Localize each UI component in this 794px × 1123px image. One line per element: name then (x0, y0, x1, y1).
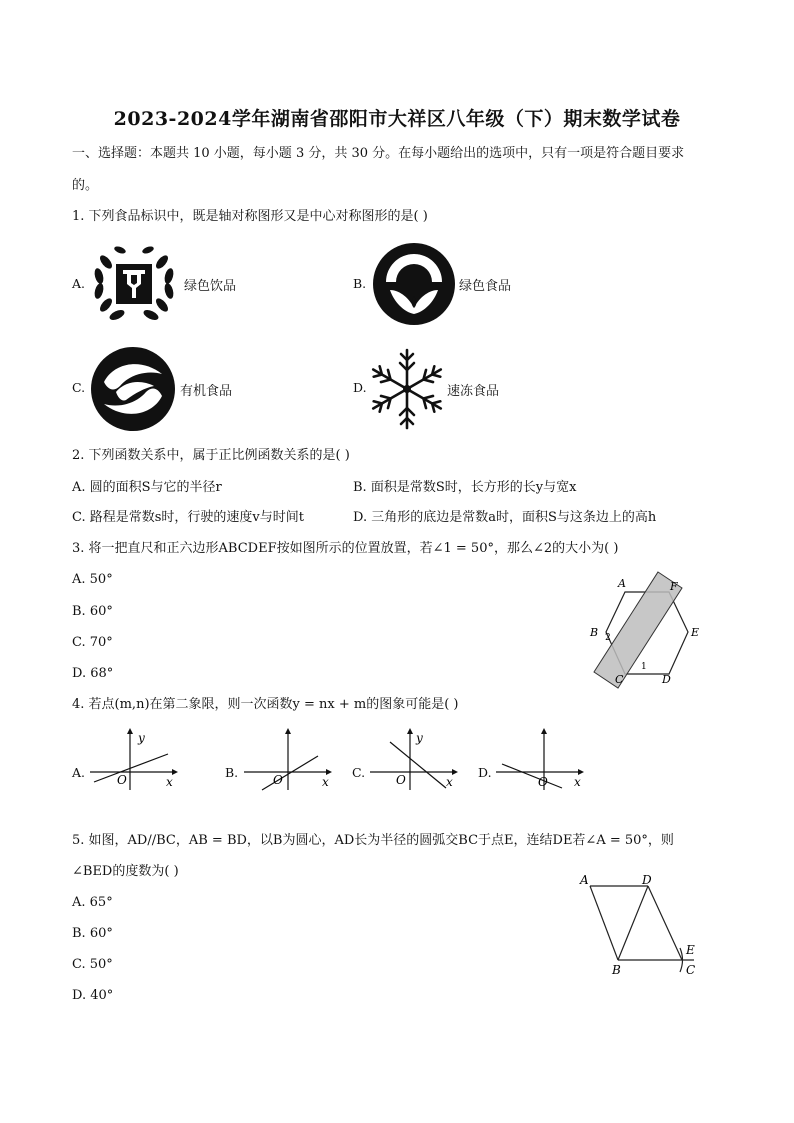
label-A: A (580, 873, 589, 887)
axis-x-label: x (166, 775, 173, 789)
label-angle-1: 1 (641, 662, 647, 672)
q5-option-b: B. 60° (72, 926, 113, 941)
q4-graph-d (492, 728, 586, 792)
page-title: 2023-2024学年湖南省邵阳市大祥区八年级（下）期末数学试卷 (113, 108, 681, 130)
question-3-stem: 3. 将一把直尺和正六边形ABCDEF按如图所示的位置放置，若∠1 = 50°，那么∠2的大小为( ) (72, 541, 619, 556)
label-C: C (686, 963, 696, 977)
green-food-logo-icon (372, 242, 456, 326)
question-4-stem: 4. 若点(m,n)在第二象限，则一次函数y = nx + m的图象可能是( ) (72, 697, 459, 712)
label-B: B (612, 963, 621, 977)
hexagon-ruler-figure (580, 570, 710, 690)
q4-option-a-label: A. (72, 765, 86, 780)
origin-label: O (273, 773, 283, 787)
section-heading-line1: 一、选择题：本题共 10 小题，每小题 3 分，共 30 分。在每小题给出的选项中，只有一项是符合题目要求 (72, 146, 685, 161)
q1-option-b-caption: 绿色食品 (459, 279, 512, 294)
q4-graph-c (366, 728, 460, 792)
q2-option-b: B. 面积是常数S时，长方形的长y与宽x (353, 480, 577, 495)
label-D: D (642, 873, 652, 887)
q1-option-a-caption: 绿色饮品 (184, 279, 237, 294)
label-angle-2: 2 (605, 633, 611, 643)
question-5-stem-line2: ∠BED的度数为( ) (72, 864, 179, 879)
question-5-stem-line1: 5. 如图，AD//BC，AB = BD，以B为圆心，AD长为半径的圆弧交BC于点E，连结DE若∠A = 50°，则 (72, 833, 674, 848)
q1-option-c-caption: 有机食品 (180, 384, 233, 399)
q5-option-d: D. 40° (72, 988, 114, 1003)
label-B: B (590, 626, 599, 639)
q3-option-a: A. 50° (72, 572, 113, 587)
frozen-food-snowflake-icon (370, 346, 444, 432)
q2-option-a: A. 圆的面积S与它的半径r (72, 480, 222, 495)
question-1-stem: 1. 下列食品标识中，既是轴对称图形又是中心对称图形的是( ) (72, 209, 428, 224)
q4-graph-b (240, 728, 334, 792)
q4-option-c-label: C. (352, 765, 366, 780)
organic-food-logo-icon (90, 346, 176, 432)
origin-label: O (396, 773, 406, 787)
axis-x-label: x (322, 775, 329, 789)
label-C: C (615, 673, 624, 686)
q1-option-d-label: D. (353, 380, 367, 395)
axis-y-label: y (138, 731, 145, 745)
axis-x-label: x (446, 775, 453, 789)
origin-label: O (117, 773, 127, 787)
label-A: A (618, 577, 626, 590)
label-E: E (691, 626, 700, 639)
green-drink-logo-icon (90, 240, 178, 326)
parallelogram-arc-figure (574, 870, 704, 980)
label-F: F (670, 580, 678, 593)
q2-option-d: D. 三角形的底边是常数a时，面积S与这条边上的高h (353, 510, 657, 525)
q1-option-a-label: A. (72, 276, 86, 291)
axis-y-label: y (416, 731, 423, 745)
section-heading-line2: 的。 (72, 178, 99, 193)
q3-option-d: D. 68° (72, 666, 114, 681)
q1-option-c-label: C. (72, 380, 86, 395)
q3-option-b: B. 60° (72, 604, 113, 619)
q5-option-c: C. 50° (72, 957, 113, 972)
axis-x-label: x (574, 775, 581, 789)
q5-option-a: A. 65° (72, 895, 113, 910)
label-E: E (686, 943, 695, 957)
q1-option-b-label: B. (353, 276, 367, 291)
q3-option-c: C. 70° (72, 635, 113, 650)
q4-option-b-label: B. (225, 765, 239, 780)
q1-option-d-caption: 速冻食品 (447, 384, 500, 399)
q4-option-d-label: D. (478, 765, 492, 780)
label-D: D (662, 673, 671, 686)
q4-graph-a (86, 728, 180, 792)
question-2-stem: 2. 下列函数关系中，属于正比例函数关系的是( ) (72, 448, 350, 463)
origin-label: O (538, 775, 548, 789)
q2-option-c: C. 路程是常数s时，行驶的速度v与时间t (72, 510, 304, 525)
